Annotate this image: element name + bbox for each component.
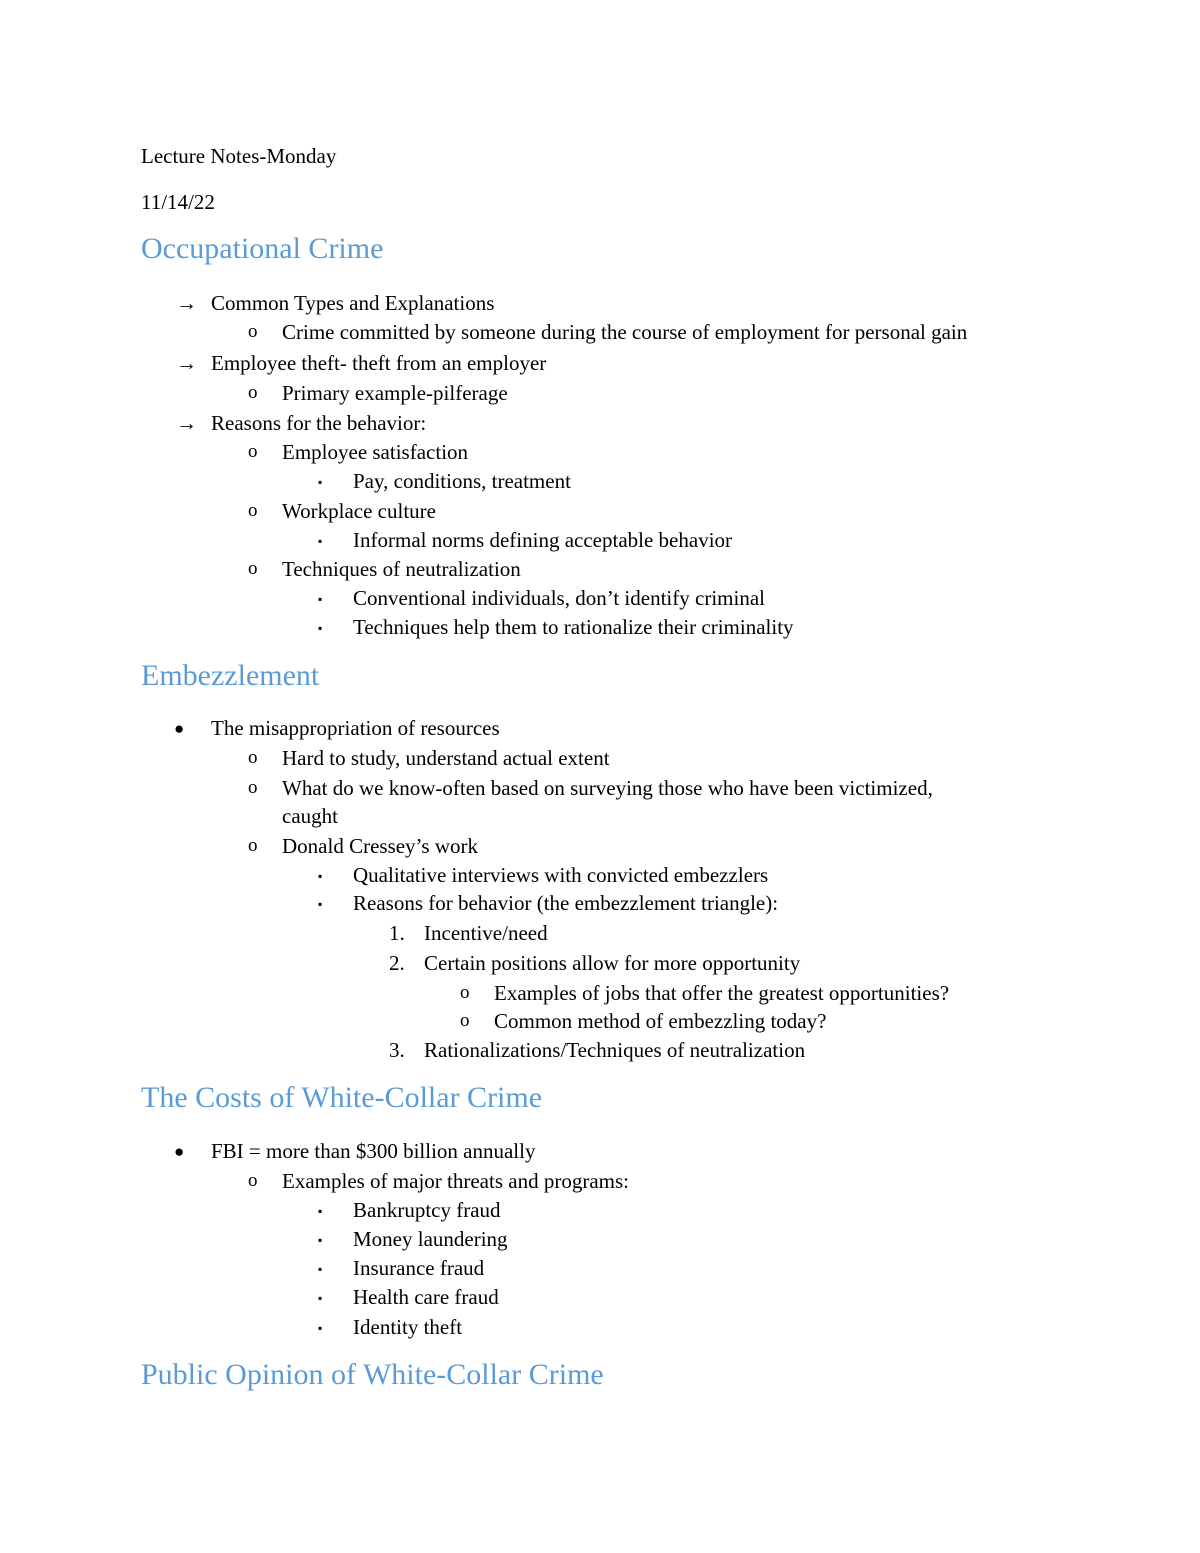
square-bullet-icon: ▪ bbox=[318, 475, 323, 489]
list-item: Donald Cressey’s work bbox=[282, 834, 478, 858]
list-item: Informal norms defining acceptable behavior bbox=[353, 528, 733, 552]
document-title: Lecture Notes-Monday bbox=[141, 144, 337, 168]
list-item: FBI = more than $300 billion annually bbox=[211, 1139, 536, 1163]
circle-bullet-icon: o bbox=[248, 835, 258, 856]
circle-bullet-icon: o bbox=[460, 1010, 470, 1031]
list-item: Techniques of neutralization bbox=[282, 557, 521, 581]
list-item: Techniques help them to rationalize their criminality bbox=[353, 615, 794, 639]
list-item: Crime committed by someone during the course of employment for personal gain bbox=[282, 320, 968, 344]
list-item: Conventional individuals, don’t identify criminal bbox=[353, 586, 765, 610]
arrow-bullet-icon: → bbox=[176, 411, 197, 435]
list-item: Primary example-pilferage bbox=[282, 381, 508, 405]
list-item: Identity theft bbox=[353, 1315, 463, 1339]
list-item: Examples of major threats and programs: bbox=[282, 1169, 629, 1193]
square-bullet-icon: ▪ bbox=[318, 1233, 323, 1247]
circle-bullet-icon: o bbox=[248, 321, 258, 342]
circle-bullet-icon: o bbox=[248, 747, 258, 768]
disc-bullet-icon: ● bbox=[174, 719, 185, 738]
circle-bullet-icon: o bbox=[248, 558, 258, 579]
list-item: Common Types and Explanations bbox=[211, 291, 495, 315]
list-item: What do we know-often based on surveying those who have been victimized, bbox=[282, 776, 933, 800]
list-item: Examples of jobs that offer the greatest opportunities? bbox=[494, 981, 950, 1005]
list-item: Reasons for the behavior: bbox=[211, 411, 427, 435]
square-bullet-icon: ▪ bbox=[318, 897, 323, 911]
list-item: Qualitative interviews with convicted embezzlers bbox=[353, 863, 769, 887]
square-bullet-icon: ▪ bbox=[318, 869, 323, 883]
list-item: Money laundering bbox=[353, 1227, 508, 1251]
heading-costs-white-collar-crime: The Costs of White-Collar Crime bbox=[141, 1081, 543, 1114]
list-item: Employee satisfaction bbox=[282, 440, 469, 464]
circle-bullet-icon: o bbox=[248, 777, 258, 798]
heading-public-opinion: Public Opinion of White-Collar Crime bbox=[141, 1358, 604, 1391]
list-item: Workplace culture bbox=[282, 499, 436, 523]
list-item: Insurance fraud bbox=[353, 1256, 485, 1280]
circle-bullet-icon: o bbox=[248, 500, 258, 521]
list-number: 2. bbox=[389, 951, 405, 975]
list-item: Certain positions allow for more opportunity bbox=[424, 951, 801, 975]
arrow-bullet-icon: → bbox=[176, 291, 197, 315]
square-bullet-icon: ▪ bbox=[318, 1321, 323, 1335]
list-item: Health care fraud bbox=[353, 1285, 499, 1309]
heading-embezzlement: Embezzlement bbox=[141, 659, 320, 692]
list-item: Hard to study, understand actual extent bbox=[282, 746, 610, 770]
list-number: 1. bbox=[389, 921, 405, 945]
list-number: 3. bbox=[389, 1038, 405, 1062]
square-bullet-icon: ▪ bbox=[318, 1262, 323, 1276]
square-bullet-icon: ▪ bbox=[318, 534, 323, 548]
list-item: Reasons for behavior (the embezzlement triangle): bbox=[353, 891, 779, 915]
circle-bullet-icon: o bbox=[248, 1170, 258, 1191]
list-item: Pay, conditions, treatment bbox=[353, 469, 571, 493]
document-date: 11/14/22 bbox=[141, 190, 215, 214]
list-item-continuation: caught bbox=[282, 804, 338, 828]
list-item: Rationalizations/Techniques of neutralization bbox=[424, 1038, 806, 1062]
list-item: The misappropriation of resources bbox=[211, 716, 500, 740]
circle-bullet-icon: o bbox=[248, 382, 258, 403]
circle-bullet-icon: o bbox=[460, 982, 470, 1003]
circle-bullet-icon: o bbox=[248, 441, 258, 462]
square-bullet-icon: ▪ bbox=[318, 592, 323, 606]
square-bullet-icon: ▪ bbox=[318, 621, 323, 635]
list-item: Bankruptcy fraud bbox=[353, 1198, 501, 1222]
square-bullet-icon: ▪ bbox=[318, 1291, 323, 1305]
square-bullet-icon: ▪ bbox=[318, 1204, 323, 1218]
list-item: Common method of embezzling today? bbox=[494, 1009, 827, 1033]
list-item: Employee theft- theft from an employer bbox=[211, 351, 547, 375]
heading-occupational-crime: Occupational Crime bbox=[141, 232, 384, 265]
disc-bullet-icon: ● bbox=[174, 1142, 185, 1161]
list-item: Incentive/need bbox=[424, 921, 548, 945]
arrow-bullet-icon: → bbox=[176, 351, 197, 375]
